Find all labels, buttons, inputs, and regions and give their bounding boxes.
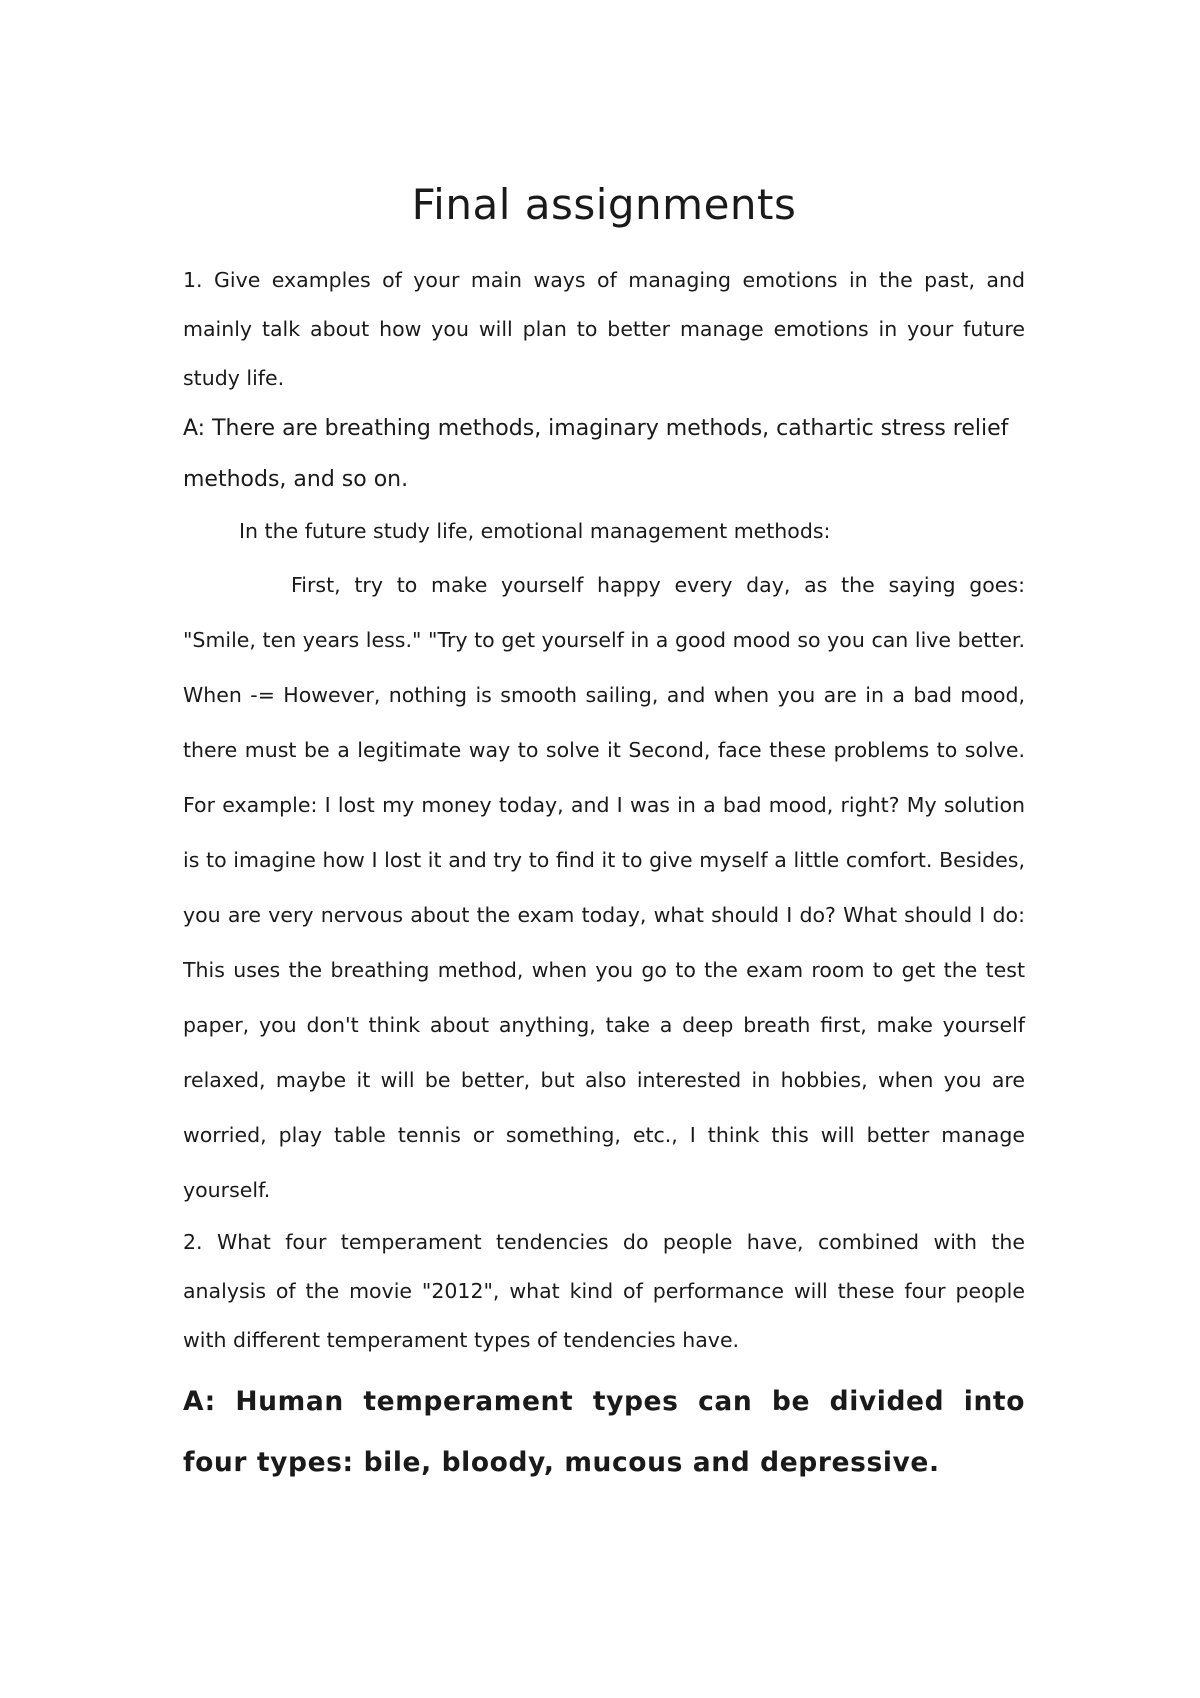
answer-1-body: First, try to make yourself happy every day, as the saying goes: "Smile, ten years less." "Try to get yourself in a good mood so you can live better. When -= However, nothing is smooth sailing, and when you are in a bad mood, there must be a legitimate way to solve it Second, face these problems to solve. For example: I lost my money today, and I was in a bad mood, right? My solution is to imagine how I lost it and try to find it to give myself a little comfort. Besides, you are very nervous about the exam today, what should I do? What should I do: This uses the breathing method, when you go to the exam room to get the test paper, you don't think about anything, take a deep breath first, make yourself relaxed, maybe it will be better, but also interested in hobbies, when you are worried, play table tennis or something, etc., I think this will better manage yourself.: [183, 573, 1025, 1202]
question-1: 1. Give examples of your main ways of managing emotions in the past, and mainly talk about how you will plan to better manage emotions in your future study life.: [183, 268, 1025, 390]
document-content: [183, 170, 1025, 1493]
answer-1-lead: In the future study life, emotional management methods:: [239, 519, 831, 543]
question-2: 2. What four temperament tendencies do people have, combined with the analysis of the movie "2012", what kind of performance will these four people with different temperament types of tendencies have.: [183, 1230, 1025, 1352]
document-title: Final assignments: [411, 180, 797, 229]
answer-2: A: Human temperament types can be divided into four types: bile, bloody, mucous and depressive.: [183, 1386, 1025, 1478]
answer-1-intro: A: There are breathing methods, imaginary methods, cathartic stress relief methods, and so on.: [183, 416, 1009, 492]
